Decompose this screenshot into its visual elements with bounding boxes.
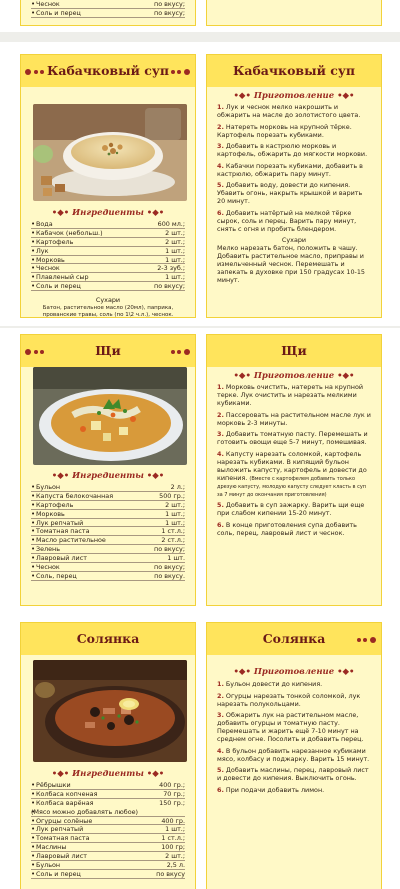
ingredient-row: • Томатная паста 1 ст.л.; bbox=[31, 834, 185, 843]
ingredient-row: • Бульон 2 л.; bbox=[31, 483, 185, 492]
ingredient-row: • Чеснок по вкусу; bbox=[31, 563, 185, 572]
step-item: 3. Обжарить лук на растительном масле, добавить огурцы и томатную пасту. Перемешать и жарить ещё 7-10 минут на среднем огне. Посолить и добавить перец. bbox=[217, 711, 364, 743]
croutons-text: Мелко нарезать батон, положить в чашу. Добавить растительное масло, приправы и измельченный чеснок. Перемешать и запекать в духовке при 150 градусах 10-15 минут. bbox=[217, 244, 365, 284]
ingredient-row: • Зелень по вкусу; bbox=[31, 545, 185, 554]
ingredient-list bbox=[31, 781, 185, 879]
ingredient-row: • Соль и перец по вкусу bbox=[31, 870, 185, 879]
solyanka-soup-photo bbox=[33, 660, 187, 762]
ingredient-row: • Масло растительное 2 ст.л.; bbox=[31, 536, 185, 545]
step-item: 2. Пассеровать на растительном масле лук и морковь 2-3 минуты. bbox=[217, 410, 371, 427]
page-top-fragment bbox=[0, 0, 400, 32]
step-item: 1. Лук и чеснок мелко накрошить и обжарить на масле до золотистого цвета. bbox=[217, 103, 361, 119]
ingredient-row: • Кабачок (небольш.) 2 шт.; bbox=[31, 229, 185, 238]
ingredient-row: • Лук репчатый 1 шт.; bbox=[31, 825, 185, 834]
header-ornament-right bbox=[171, 69, 191, 75]
ingredients-subtitle: •◆• Ингредиенты •◆• bbox=[51, 769, 165, 779]
ingredients-subtitle: •◆• Ингредиенты •◆• bbox=[51, 471, 165, 481]
ingredients-card-fragment bbox=[20, 0, 196, 26]
ingredient-row: • Картофель 2 шт.; bbox=[31, 238, 185, 247]
steps-card bbox=[206, 334, 382, 606]
page-zucchini-soup bbox=[0, 42, 400, 326]
ingredient-row: • Колбаса варёная 150 гр.; bbox=[31, 799, 185, 808]
ingredient-row: • Соль и перец по вкусу; bbox=[31, 9, 185, 18]
recipe-title: Кабачковый суп bbox=[46, 63, 170, 78]
ingredient-row: • Картофель 2 шт.; bbox=[31, 501, 185, 510]
ingredient-row: • Соль, перец по вкусу. bbox=[31, 572, 185, 581]
steps-list bbox=[217, 383, 371, 540]
preparation-subtitle: •◆• Приготовление •◆• bbox=[233, 667, 355, 677]
croutons-note bbox=[31, 297, 185, 318]
step-item: 2. Натереть морковь на крупной тёрке. Картофель порезать кубиками. bbox=[217, 122, 352, 139]
steps-list bbox=[217, 103, 371, 288]
ingredients-card bbox=[20, 54, 196, 318]
creamy-soup-photo bbox=[33, 104, 187, 201]
page-cabbage-soup bbox=[0, 328, 400, 612]
step-item: 6. При подачи добавить лимон. bbox=[217, 785, 325, 794]
steps-card-fragment bbox=[206, 0, 382, 26]
step-note: (Вместе с картофелем добавить только дрезую капусту, молодую капусту следует класть в суп за 7 минут до окончания приготовления) bbox=[217, 475, 367, 498]
ingredient-row: • Огурцы солёные 400 гр. bbox=[31, 817, 185, 826]
preparation-subtitle: •◆• Приготовление •◆• bbox=[233, 371, 355, 381]
step-item: 5. Добавить в суп зажарку. Варить щи еще при слабом кипении 15-20 минут. bbox=[217, 501, 365, 517]
ingredient-row: • Капуста белокочанная 500 гр.; bbox=[31, 492, 185, 501]
ingredient-list bbox=[31, 220, 185, 291]
step-item: 3. Добавить в кастрюлю морковь и картофель, обжарить до мягкости моркови. bbox=[217, 142, 368, 158]
steps-card bbox=[206, 622, 382, 889]
ingredients-card bbox=[20, 622, 196, 889]
steps-list bbox=[217, 680, 371, 797]
step-item: 4. В бульон добавить нарезанное кубиками мясо, колбасу и поджарку. Варить 15 минут. bbox=[217, 746, 370, 763]
step-item: 1. Бульон довести до кипения. bbox=[217, 680, 323, 688]
ingredients-card bbox=[20, 334, 196, 606]
step-item: 6. Добавить натёртый на мелкой тёрке сырок, соль и перец. Варить пару минут, снять с огня и пробить блендером. bbox=[217, 208, 357, 233]
ingredient-row: • Чеснок 2-3 зуб.; bbox=[31, 264, 185, 273]
ingredient-row: • Вода 600 мл.; bbox=[31, 220, 185, 229]
header-ornament-right bbox=[171, 349, 191, 355]
ingredient-row: • Маслины 100 гр; bbox=[31, 843, 185, 852]
header-ornament-right bbox=[357, 637, 377, 643]
step-item: 5. Добавить воду, довести до кипения. Убавить огонь, накрыть крышкой и варить 20 минут. bbox=[217, 181, 363, 205]
step-item: 5. Добавить маслины, перец, лавровый лист и довести до кипения. Выключить огонь. bbox=[217, 766, 369, 782]
recipe-title: Щи bbox=[281, 343, 307, 358]
recipe-title: Солянка bbox=[76, 631, 140, 646]
ingredient-row: • Морковь 1 шт.; bbox=[31, 256, 185, 265]
ingredient-row: • Лук 1 шт.; bbox=[31, 247, 185, 256]
recipe-title: Щи bbox=[95, 343, 121, 358]
steps-card bbox=[206, 54, 382, 318]
ingredient-row: • Томатная паста 1 ст.л.; bbox=[31, 527, 185, 536]
ingredient-row: • Чеснок по вкусу; bbox=[31, 0, 185, 9]
ingredient-row: • (Мясо можно добавлять любое) bbox=[31, 808, 185, 817]
ingredient-row: • Плавленый сыр 1 шт.; bbox=[31, 273, 185, 282]
recipe-title: Кабачковый суп bbox=[232, 63, 356, 78]
croutons-heading: Сухари bbox=[281, 236, 307, 244]
cabbage-soup-photo bbox=[33, 367, 187, 465]
step-item: 4. Кабачки порезать кубиками, добавить в кастрюлю, обжарить пару минут. bbox=[217, 161, 363, 178]
recipe-title: Солянка bbox=[262, 631, 326, 646]
ingredient-list bbox=[31, 483, 185, 581]
step-item: 6. В конце приготовления супа добавить соль, перец, лавровый лист и чеснок. bbox=[217, 520, 357, 537]
preparation-subtitle: •◆• Приготовление •◆• bbox=[233, 91, 355, 101]
step-item: 1. Морковь очистить, натереть на крупной терке. Лук очистить и нарезать мелкими кубиками. bbox=[217, 383, 364, 407]
ingredient-row: • Лавровый лист 1 шт. bbox=[31, 554, 185, 563]
step-item: 3. Добавить томатную пасту. Перемешать и готовить овощи еще 5-7 минут, помешивая. bbox=[217, 430, 368, 446]
croutons-note-title: Сухари bbox=[95, 296, 121, 304]
ingredient-row: • Рёбрышки 400 гр.; bbox=[31, 781, 185, 790]
ingredient-list bbox=[31, 0, 185, 18]
croutons-note-text: Батон, растительное масло (20мл), паприка, прованские травы, соль (по 1\2 ч.л.), чеснок. bbox=[42, 305, 174, 318]
ingredient-row: • Соль и перец по вкусу; bbox=[31, 282, 185, 291]
ingredients-subtitle: •◆• Ингредиенты •◆• bbox=[51, 208, 165, 218]
step-item: 2. Огурцы нарезать тонкой соломкой, лук нарезать полукольцами. bbox=[217, 691, 361, 708]
step-item: 4. Капусту нарезать соломкой, картофель нарезать кубиками. В кипящий бульон выложить капусту, картофель и довести до кипения. (Вместе с картофелем добавить только дрезую капусту, молодую капусту следует класть в суп за 7 минут до окончания приготовления) bbox=[217, 449, 367, 498]
ingredient-row: • Лавровый лист 2 шт.; bbox=[31, 852, 185, 861]
page-solyanka bbox=[0, 612, 400, 889]
ingredient-row: • Лук репчатый 1 шт.; bbox=[31, 519, 185, 528]
ingredient-row: • Колбаса копченая 70 гр.; bbox=[31, 790, 185, 799]
ingredient-row: • Морковь 1 шт.; bbox=[31, 510, 185, 519]
ingredient-row: • Бульон 2,5 л. bbox=[31, 861, 185, 870]
